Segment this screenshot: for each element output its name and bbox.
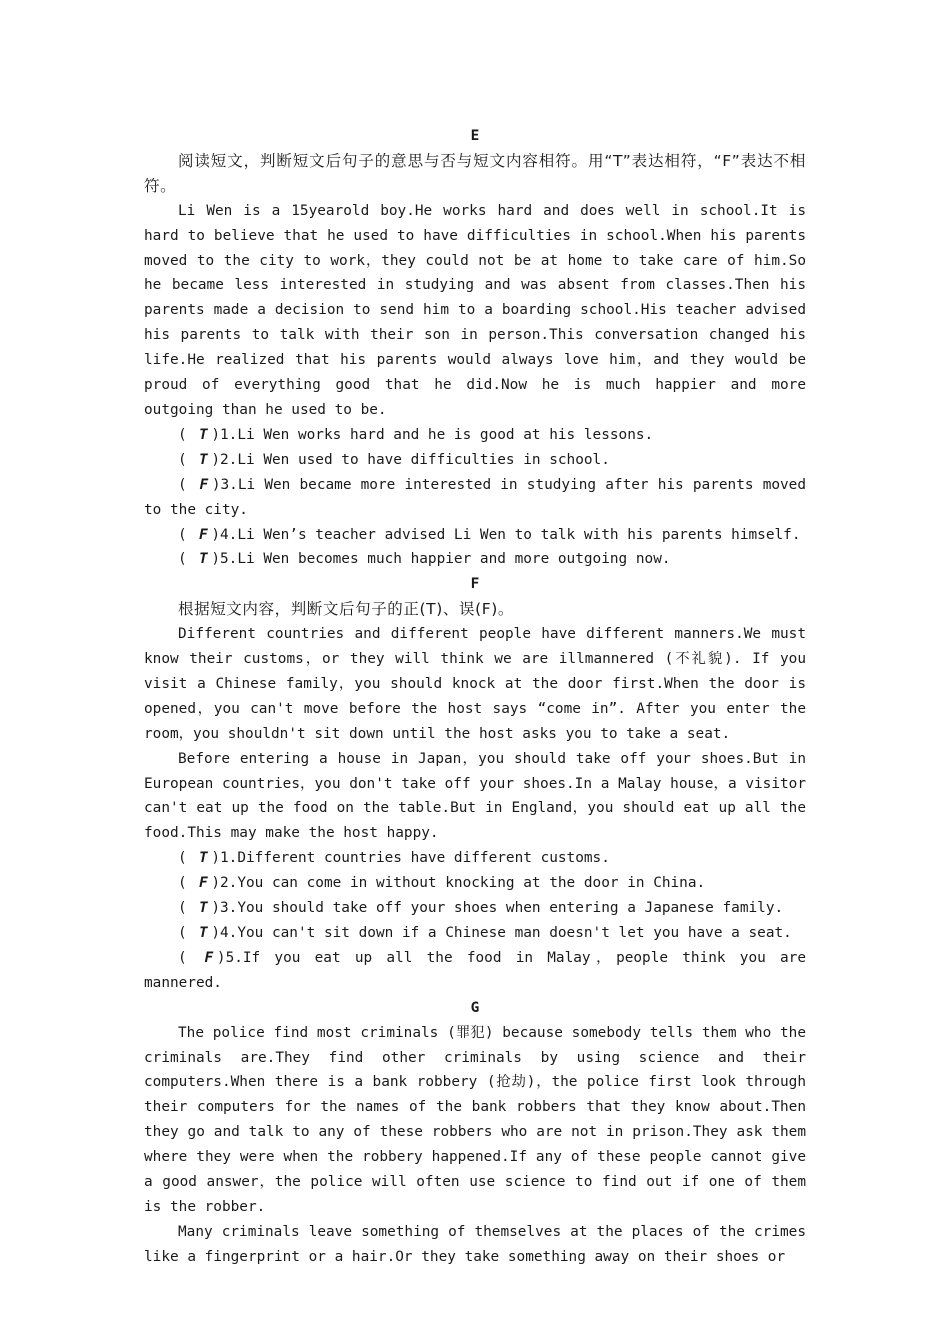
section-heading: E — [470, 128, 480, 144]
question-item: ( T )1.Different countries have different customs. — [144, 846, 806, 871]
answer-mark: T — [198, 551, 208, 568]
question-item: ( T )4.You can't sit down if a Chinese man doesn't let you have a seat. — [144, 921, 806, 946]
question-item: ( T )3.You should take off your shoes when entering a Japanese family. — [144, 896, 806, 921]
question-text: 5.If you eat up all the food in Malay，people think you are mannered. — [144, 949, 807, 991]
question-text: 4.Li Wen’s teacher advised Li Wen to talk with his parents himself. — [220, 526, 801, 543]
section-f — [144, 572, 806, 995]
answer-mark: F — [198, 526, 208, 543]
answer-mark: T — [198, 925, 208, 941]
answer-mark: T — [198, 426, 208, 443]
section-heading: G — [470, 999, 480, 1016]
answer-mark: F — [198, 875, 208, 892]
question-item: ( T )5.Li Wen becomes much happier and more outgoing now. — [144, 547, 806, 572]
passage-paragraph: Different countries and different people have different manners.We must know their customs，or they will think we are illmannered (不礼貌). If you visit a Chinese family，you should knock at the door first.When the door is opened，you can't move before the host says “come in”. After you enter the room，you shouldn't sit down until the host asks you to take a seat. — [144, 626, 806, 742]
question-text: 1.Different countries have different customs. — [220, 850, 610, 867]
question-text: 3.You should take off your shoes when entering a Japanese family. — [220, 900, 784, 917]
answer-mark: F — [204, 949, 214, 966]
question-text: 3.Li Wen became more interested in studying after his parents moved to the city. — [144, 476, 807, 518]
question-item: ( T )2.Li Wen used to have difficulties in school. — [144, 448, 806, 473]
question-text: 4.You can't sit down if a Chinese man doesn't let you have a seat. — [220, 925, 792, 941]
instruction: 根据短文内容，判断文后句子的正(T)、误(F)。 — [178, 600, 514, 619]
passage-paragraph: Many criminals leave something of themselves at the places of the crimes like a fingerprint or a hair.Or they take something away on their shoes or — [144, 1223, 806, 1265]
question-text: 2.You can come in without knocking at the door in China. — [220, 875, 706, 892]
question-item: ( F )4.Li Wen’s teacher advised Li Wen to talk with his parents himself. — [144, 523, 806, 548]
question-text: 1.Li Wen works hard and he is good at his lessons. — [220, 426, 654, 443]
answer-mark: T — [198, 850, 208, 867]
question-item: ( T )1.Li Wen works hard and he is good at his lessons. — [144, 423, 806, 448]
passage-paragraph: Li Wen is a 15yearold boy.He works hard and does well in school.It is hard to believe that he used to have difficulties in school.When his parents moved to the city to work，they could not be at home to take care of him.So he became less interested in studying and was absent from classes.Then his parents made a decision to send him to a boarding school.His teacher advised his parents to talk with their son in person.This conversation changed his life.He realized that his parents would always love him，and they would be proud of everything good that he did.Now he is much happier and more outgoing than he used to be. — [144, 202, 806, 418]
section-e — [144, 124, 806, 572]
question-text: 5.Li Wen becomes much happier and more outgoing now. — [220, 551, 671, 568]
question-item: ( F )5.If you eat up all the food in Malay，people think you are mannered. — [144, 946, 806, 996]
question-item: ( F )3.Li Wen became more interested in studying after his parents moved to the city. — [144, 473, 806, 523]
answer-mark: T — [198, 900, 208, 917]
answer-mark: F — [199, 476, 209, 493]
document-page — [144, 124, 806, 1270]
question-text: 2.Li Wen used to have difficulties in school. — [220, 451, 610, 468]
answer-mark: T — [198, 451, 208, 468]
passage-paragraph: Before entering a house in Japan，you should take off your shoes.But in European countries，you don't take off your shoes.In a Malay house，a visitor can't eat up the food on the table.But in England，you should eat up all the food.This may make the host happy. — [144, 750, 806, 842]
section-heading: F — [470, 576, 480, 593]
passage-paragraph: The police find most criminals (罪犯) because somebody tells them who the criminals are.They find other criminals by using science and their computers.When there is a bank robbery (抢劫)，the police first look through their computers for the names of the bank robbers that they know about.Then they go and talk to any of these robbers who are not in prison.They ask them where they were when the robbery happened.If any of these people cannot give a good answer，the police will often use science to find out if one of them is the robber. — [144, 1024, 806, 1215]
question-item: ( F )2.You can come in without knocking at the door in China. — [144, 871, 806, 896]
instruction: 阅读短文，判断短文后句子的意思与否与短文内容相符。用“T”表达相符，“F”表达不相符。 — [144, 151, 806, 195]
section-g — [144, 996, 806, 1270]
